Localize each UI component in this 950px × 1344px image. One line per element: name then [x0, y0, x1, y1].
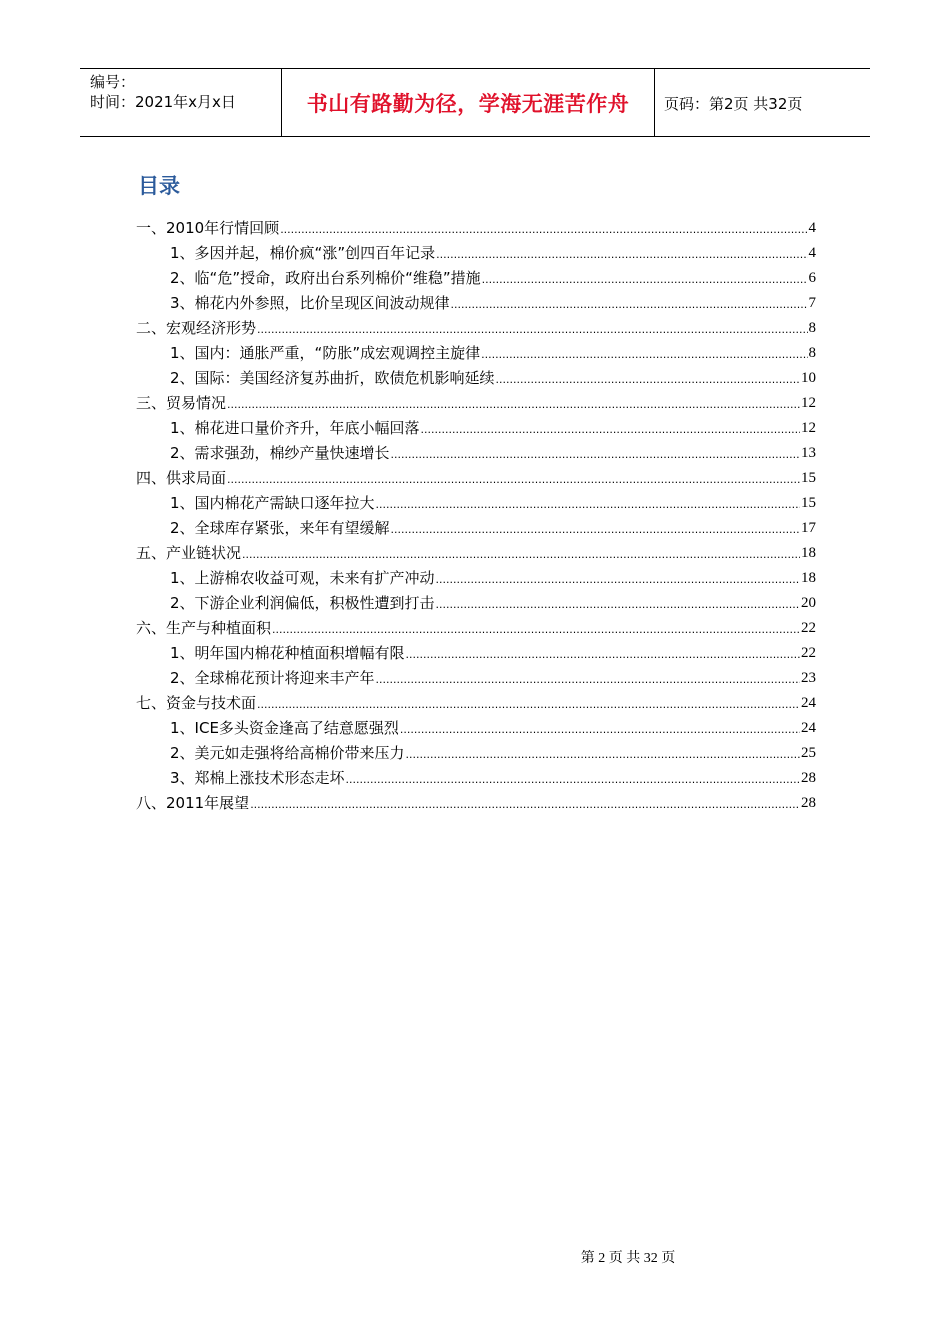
toc-entry[interactable] [136, 512, 816, 537]
toc-entry-title: 1、棉花进口量价齐升，年底小幅回落 [170, 419, 420, 437]
toc-entry[interactable] [136, 762, 816, 787]
toc-entry-title: 1、多因并起，棉价疯“涨”创四百年记录 [170, 244, 436, 262]
toc-leader-dots [400, 723, 800, 737]
toc-entry[interactable] [136, 737, 816, 762]
toc-title: 目录 [138, 174, 180, 198]
toc-leader-dots [406, 748, 800, 762]
toc-entry-page: 22 [801, 620, 816, 636]
toc-entry-page: 13 [801, 445, 816, 461]
toc-entry-page: 25 [801, 745, 816, 761]
toc-entry-page: 18 [801, 545, 816, 561]
toc-leader-dots [257, 698, 800, 712]
toc-entry[interactable] [136, 612, 816, 637]
toc-entry-title: 2、需求强劲，棉纱产量快速增长 [170, 444, 390, 462]
header-info [90, 72, 280, 112]
toc-leader-dots [451, 298, 808, 312]
toc-leader-dots [242, 548, 800, 562]
header-page-number: 页码：第2页 共32页 [664, 95, 803, 113]
toc-entry-title: 1、ICE多头资金逢高了结意愿强烈 [170, 719, 399, 737]
toc-entry-title: 3、郑棉上涨技术形态走坏 [170, 769, 345, 787]
toc-entry-page: 23 [801, 670, 816, 686]
toc-entry[interactable] [136, 312, 816, 337]
toc-entry-page: 22 [801, 645, 816, 661]
toc-entry[interactable] [136, 462, 816, 487]
toc-leader-dots [227, 473, 800, 487]
toc-entry-page: 24 [801, 720, 816, 736]
toc-entry-page: 28 [801, 795, 816, 811]
page-footer: 第 2 页 共 32 页 [580, 1251, 676, 1266]
toc-leader-dots [391, 523, 800, 537]
toc-entry[interactable] [136, 712, 816, 737]
toc-entry-page: 20 [801, 595, 816, 611]
toc-entry-page: 6 [808, 270, 816, 286]
toc-entry-title: 八、2011年展望 [136, 794, 250, 812]
toc-entry[interactable] [136, 687, 816, 712]
toc-entry-page: 7 [808, 295, 816, 311]
toc-leader-dots [436, 573, 800, 587]
toc-entry[interactable] [136, 237, 816, 262]
toc-entry-title: 1、国内棉花产需缺口逐年拉大 [170, 494, 375, 512]
toc-leader-dots [227, 398, 800, 412]
toc-entry[interactable] [136, 412, 816, 437]
toc-entry-title: 四、供求局面 [136, 469, 227, 487]
toc-entry-page: 4 [808, 245, 816, 261]
toc-leader-dots [406, 648, 800, 662]
page-header [80, 68, 870, 137]
toc-leader-dots [257, 323, 807, 337]
toc-entry-page: 17 [801, 520, 816, 536]
document-number-label: 编号： [90, 73, 136, 91]
toc-entry-title: 1、国内：通胀严重，“防胀”成宏观调控主旋律 [170, 344, 481, 362]
toc-entry-page: 4 [808, 220, 816, 236]
toc-entry-title: 1、明年国内棉花种植面积增幅有限 [170, 644, 405, 662]
toc-entry-title: 二、宏观经济形势 [136, 319, 257, 337]
toc-leader-dots [346, 773, 800, 787]
toc-leader-dots [280, 223, 807, 237]
toc-entry-title: 六、生产与种植面积 [136, 619, 272, 637]
toc-entry-title: 2、全球棉花预计将迎来丰产年 [170, 669, 375, 687]
toc-entry-title: 2、全球库存紧张，来年有望缓解 [170, 519, 390, 537]
table-of-contents [136, 212, 816, 812]
toc-entry-title: 2、国际：美国经济复苏曲折，欧债危机影响延续 [170, 369, 495, 387]
toc-leader-dots [376, 498, 800, 512]
toc-leader-dots [272, 623, 800, 637]
toc-leader-dots [391, 448, 800, 462]
toc-entry-page: 12 [801, 420, 816, 436]
toc-leader-dots [376, 673, 800, 687]
toc-entry-page: 8 [808, 345, 816, 361]
toc-entry-page: 12 [801, 395, 816, 411]
toc-entry[interactable] [136, 587, 816, 612]
toc-entry-title: 一、2010年行情回顾 [136, 219, 280, 237]
document-date-label: 时间：2021年x月x日 [90, 93, 236, 111]
toc-leader-dots [496, 373, 800, 387]
toc-entry[interactable] [136, 787, 816, 812]
toc-entry-page: 18 [801, 570, 816, 586]
toc-entry-page: 15 [801, 495, 816, 511]
toc-leader-dots [436, 598, 800, 612]
toc-entry[interactable] [136, 287, 816, 312]
toc-entry[interactable] [136, 337, 816, 362]
toc-leader-dots [481, 348, 807, 362]
toc-entry-title: 三、贸易情况 [136, 394, 227, 412]
toc-entry-title: 3、棉花内外参照，比价呈现区间波动规律 [170, 294, 450, 312]
toc-entry-title: 1、上游棉农收益可观，未来有扩产冲动 [170, 569, 435, 587]
toc-leader-dots [436, 248, 807, 262]
header-motto: 书山有路勤为径，学海无涯苦作舟 [281, 69, 655, 136]
toc-entry-page: 15 [801, 470, 816, 486]
toc-entry[interactable] [136, 362, 816, 387]
toc-entry[interactable] [136, 637, 816, 662]
toc-entry-title: 2、临“危”授命，政府出台系列棉价“维稳”措施 [170, 269, 481, 287]
toc-entry-title: 2、下游企业利润偏低，积极性遭到打击 [170, 594, 435, 612]
toc-entry[interactable] [136, 562, 816, 587]
toc-entry[interactable] [136, 437, 816, 462]
toc-entry[interactable] [136, 387, 816, 412]
toc-entry[interactable] [136, 212, 816, 237]
toc-entry[interactable] [136, 262, 816, 287]
toc-entry-title: 五、产业链状况 [136, 544, 242, 562]
toc-entry-title: 2、美元如走强将给高棉价带来压力 [170, 744, 405, 762]
toc-entry-page: 10 [801, 370, 816, 386]
toc-entry-page: 28 [801, 770, 816, 786]
toc-entry-page: 8 [808, 320, 816, 336]
toc-leader-dots [250, 798, 800, 812]
toc-entry[interactable] [136, 487, 816, 512]
toc-entry[interactable] [136, 662, 816, 687]
toc-leader-dots [421, 423, 800, 437]
toc-entry-title: 七、资金与技术面 [136, 694, 257, 712]
toc-entry[interactable] [136, 537, 816, 562]
toc-leader-dots [482, 273, 808, 287]
toc-entry-page: 24 [801, 695, 816, 711]
